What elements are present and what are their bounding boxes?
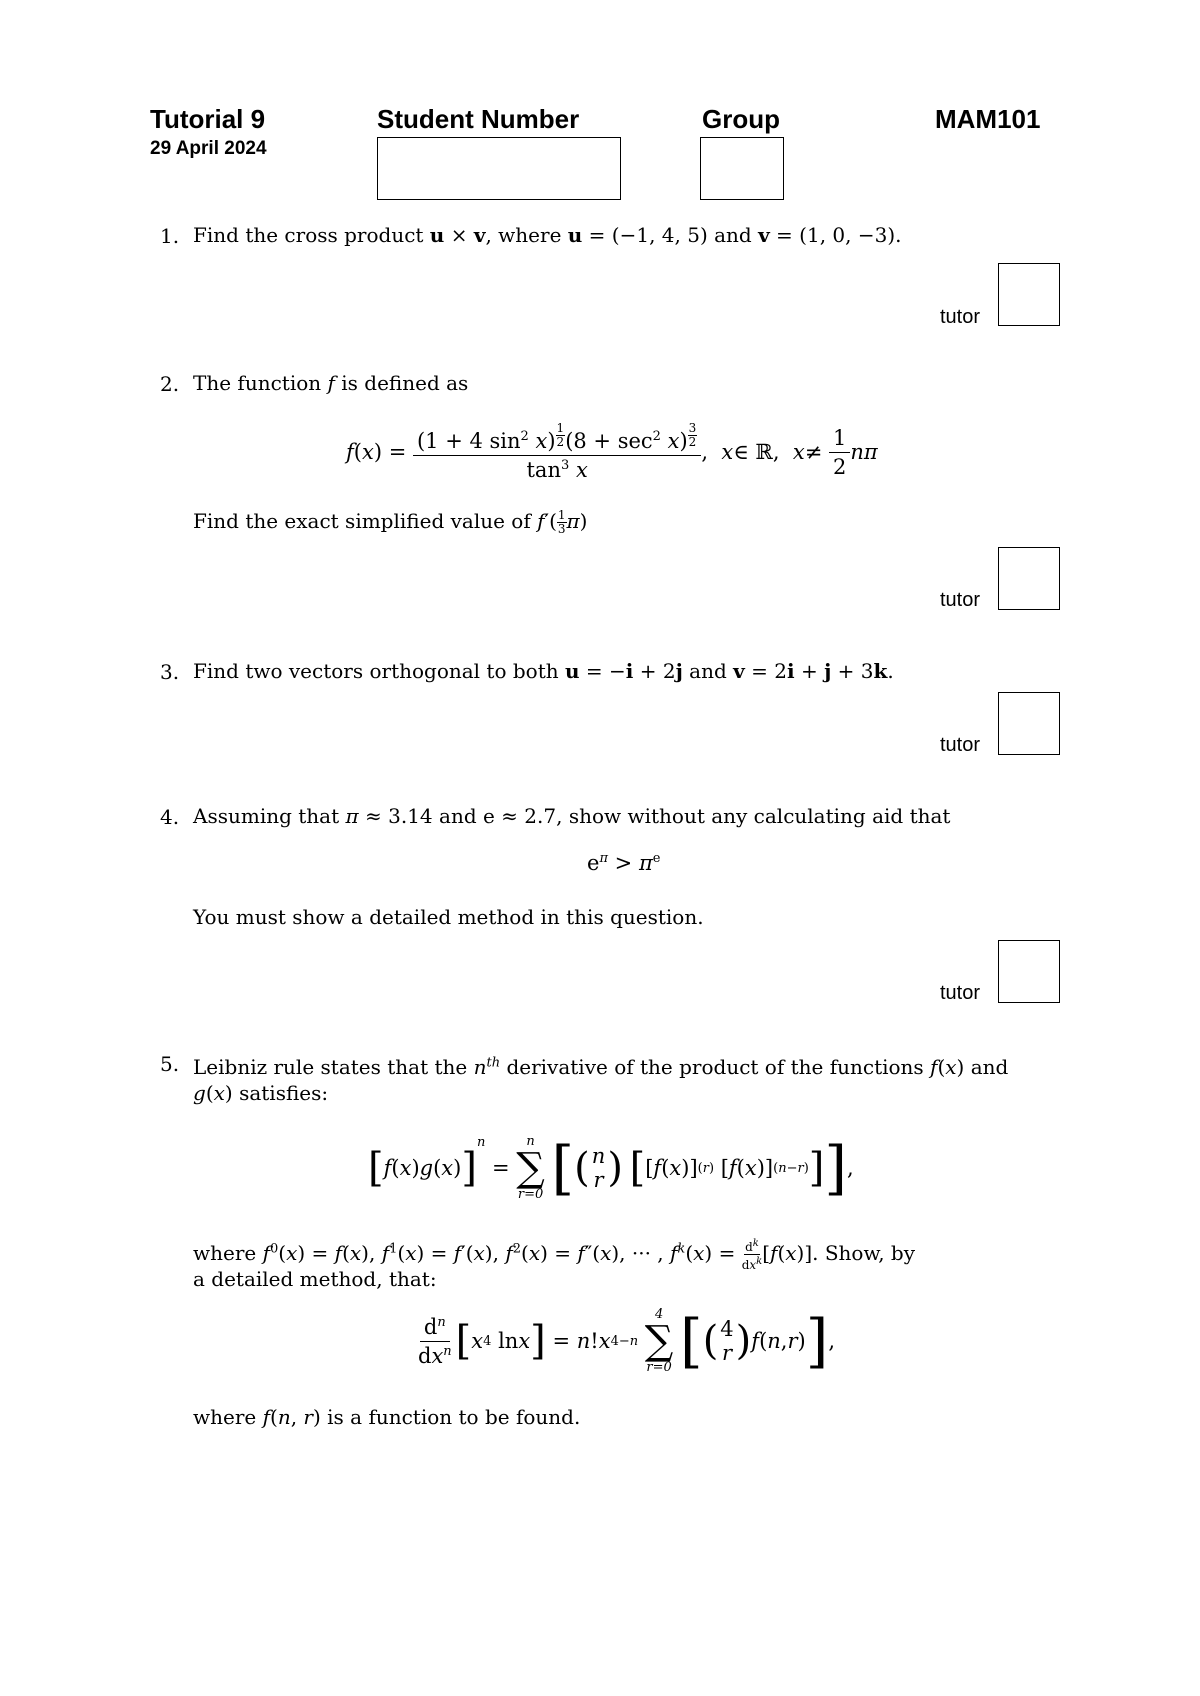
tutorial-title: Tutorial 9 bbox=[150, 104, 266, 134]
question-5-text-line1: Leibniz rule states that the $n^{th}$ derivative of the product of the functions f(x) and bbox=[193, 1054, 1009, 1079]
question-3-text: Find two vectors orthogonal to both u = −i + 2j and v = 2i + j + 3k. bbox=[193, 659, 894, 683]
question-5-text-line2: g(x) satisfies: bbox=[193, 1081, 329, 1105]
question-1-text: Find the cross product u × v, where u = (−1, 4, 5) and v = (1, 0, −3). bbox=[193, 223, 902, 247]
question-2-formula: f ( x ) = (1 + 4 $\sin^2 x$) $^{\frac{1}{2}}$ $(8 + \sec^2 x)$ $^{\frac{3}{2}}$ $\tan^3 x$ , x ∈ ℝ, x ≠ $\frac{1}{2}$ nπ bbox=[346, 421, 878, 482]
question-5-closing: where f(n, r) is a function to be found. bbox=[193, 1405, 581, 1429]
question-number: 5. bbox=[160, 1052, 180, 1076]
question-4-followup: You must show a detailed method in this question. bbox=[193, 905, 704, 929]
tutorial-date: 29 April 2024 bbox=[150, 138, 267, 159]
tutor-mark-box[interactable] bbox=[998, 263, 1060, 326]
question-number: 4. bbox=[160, 805, 180, 829]
group-box[interactable] bbox=[700, 137, 784, 200]
course-code: MAM101 bbox=[935, 104, 1041, 134]
question-4-formula: $e^\pi > \pi^e$ bbox=[587, 851, 661, 875]
question-4-text: Assuming that π ≈ 3.14 and e ≈ 2.7, show without any calculating aid that bbox=[193, 804, 951, 828]
question-2-followup: Find the exact simplified value of f′( $\frac{1}{3}$ π) bbox=[193, 508, 588, 536]
question-2-text: The function f is defined as bbox=[193, 371, 469, 395]
group-label: Group bbox=[702, 104, 780, 134]
question-number: 2. bbox=[160, 372, 180, 396]
question-5-where-line2: a detailed method, that: bbox=[193, 1267, 437, 1291]
leibniz-formula: [ f ( x ) g ( x ) ] $^n$ = n ∑ r=0 [ ( n r ) [ [ f ( x )] (r) [ f ( x )] (n−r) ] ] , bbox=[368, 1134, 854, 1202]
student-number-label: Student Number bbox=[377, 104, 580, 134]
tutor-mark-box[interactable] bbox=[998, 692, 1060, 755]
student-number-box[interactable] bbox=[377, 137, 621, 200]
tutor-label: tutor bbox=[940, 734, 981, 756]
question-number: 1. bbox=[160, 224, 180, 248]
tutor-label: tutor bbox=[940, 589, 981, 611]
tutor-mark-box[interactable] bbox=[998, 547, 1060, 610]
tutor-label: tutor bbox=[940, 982, 981, 1004]
question-5-where-line1: where $f^0(x) = f(x)$, $f^1(x) = f'(x)$, $f^2(x) = f''(x)$, ··· , $f^k(x)$ = $d^k$ $dx^k$ [f(x)]. Show, by bbox=[193, 1237, 916, 1272]
question-number: 3. bbox=[160, 660, 180, 684]
target-formula: $\frac{d^n}{dx^n}$ [ x 4 ln x ] = n ! x 4−n 4 ∑ r=0 [ ( 4 r ) f ( n , r ) ] , bbox=[418, 1307, 836, 1375]
tutor-label: tutor bbox=[940, 306, 981, 328]
tutor-mark-box[interactable] bbox=[998, 940, 1060, 1003]
